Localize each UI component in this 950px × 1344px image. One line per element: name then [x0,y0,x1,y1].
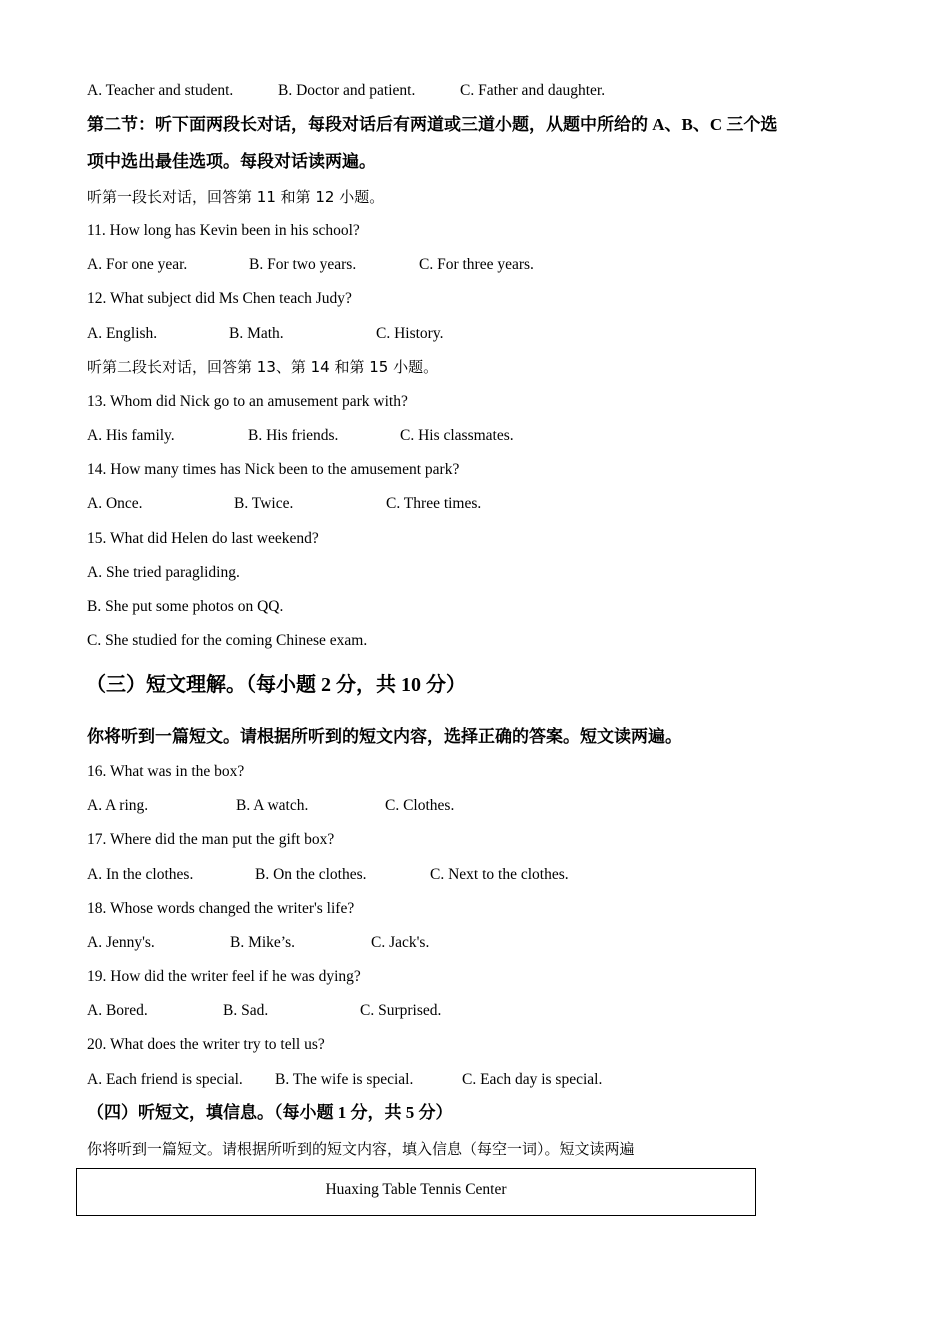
q18-option-b: B. Mike’s. [230,934,296,951]
q16-option-b: B. A watch. [236,797,309,814]
part3-heading: （三）短文理解。（每小题 2 分，共 10 分） [86,674,466,696]
q19-option-c: C. Surprised. [360,1002,442,1019]
q13-option-a: A. His family. [87,427,175,444]
q11-option-b: B. For two years. [249,256,357,273]
section2-heading-line1: 第二节：听下面两段长对话，每段对话后有两道或三道小题，从题中所给的 A、B、C 三个选 [87,115,778,134]
q18-question: 18. Whose words changed the writer's life? [87,900,355,917]
q13-option-b: B. His friends. [248,427,339,444]
q12-question: 12. What subject did Ms Chen teach Judy? [87,290,352,307]
q20-option-a: A. Each friend is special. [87,1071,243,1088]
q17-option-a: A. In the clothes. [87,866,194,883]
q14-question: 14. How many times has Nick been to the amusement park? [87,461,460,478]
q14-option-b: B. Twice. [234,495,294,512]
q15-option-c: C. She studied for the coming Chinese exam. [87,632,368,649]
q12-option-b: B. Math. [229,325,284,342]
q12-option-c: C. History. [376,325,444,342]
dialog2-instruction: 听第二段长对话，回答第 13、第 14 和第 15 小题。 [87,358,439,376]
q18-option-a: A. Jenny's. [87,934,155,951]
q15-question: 15. What did Helen do last weekend? [87,530,319,547]
q16-option-c: C. Clothes. [385,797,455,814]
q14-option-a: A. Once. [87,495,143,512]
q13-question: 13. Whom did Nick go to an amusement park with? [87,393,408,410]
q16-option-a: A. A ring. [87,797,149,814]
q14-option-c: C. Three times. [386,495,482,512]
q18-option-c: C. Jack's. [371,934,430,951]
part4-instruction: 你将听到一篇短文。请根据所听到的短文内容，填入信息（每空一词）。短文读两遍 [87,1140,635,1158]
q20-option-b: B. The wife is special. [275,1071,414,1088]
part4-heading: （四）听短文，填信息。（每小题 1 分，共 5 分） [87,1103,453,1122]
table-title: Huaxing Table Tennis Center [325,1181,507,1198]
q20-question: 20. What does the writer try to tell us? [87,1036,325,1053]
q11-option-c: C. For three years. [419,256,534,273]
dialog1-instruction: 听第一段长对话，回答第 11 和第 12 小题。 [87,188,385,206]
q10-option-c: C. Father and daughter. [460,82,606,99]
q12-option-a: A. English. [87,325,158,342]
q17-option-c: C. Next to the clothes. [430,866,569,883]
q11-question: 11. How long has Kevin been in his school? [87,222,360,239]
q15-option-a: A. She tried paragliding. [87,564,240,581]
info-table [76,1168,756,1216]
q10-option-b: B. Doctor and patient. [278,82,416,99]
q15-option-b: B. She put some photos on QQ. [87,598,284,615]
q10-option-a: A. Teacher and student. [87,82,234,99]
q19-option-b: B. Sad. [223,1002,269,1019]
part3-instruction: 你将听到一篇短文。请根据所听到的短文内容，选择正确的答案。短文读两遍。 [87,727,682,746]
q11-option-a: A. For one year. [87,256,188,273]
q20-option-c: C. Each day is special. [462,1071,603,1088]
section2-heading-line2: 项中选出最佳选项。每段对话读两遍。 [87,152,376,171]
q19-option-a: A. Bored. [87,1002,148,1019]
q19-question: 19. How did the writer feel if he was dying? [87,968,361,985]
q17-question: 17. Where did the man put the gift box? [87,831,335,848]
q16-question: 16. What was in the box? [87,763,245,780]
q17-option-b: B. On the clothes. [255,866,367,883]
q13-option-c: C. His classmates. [400,427,514,444]
